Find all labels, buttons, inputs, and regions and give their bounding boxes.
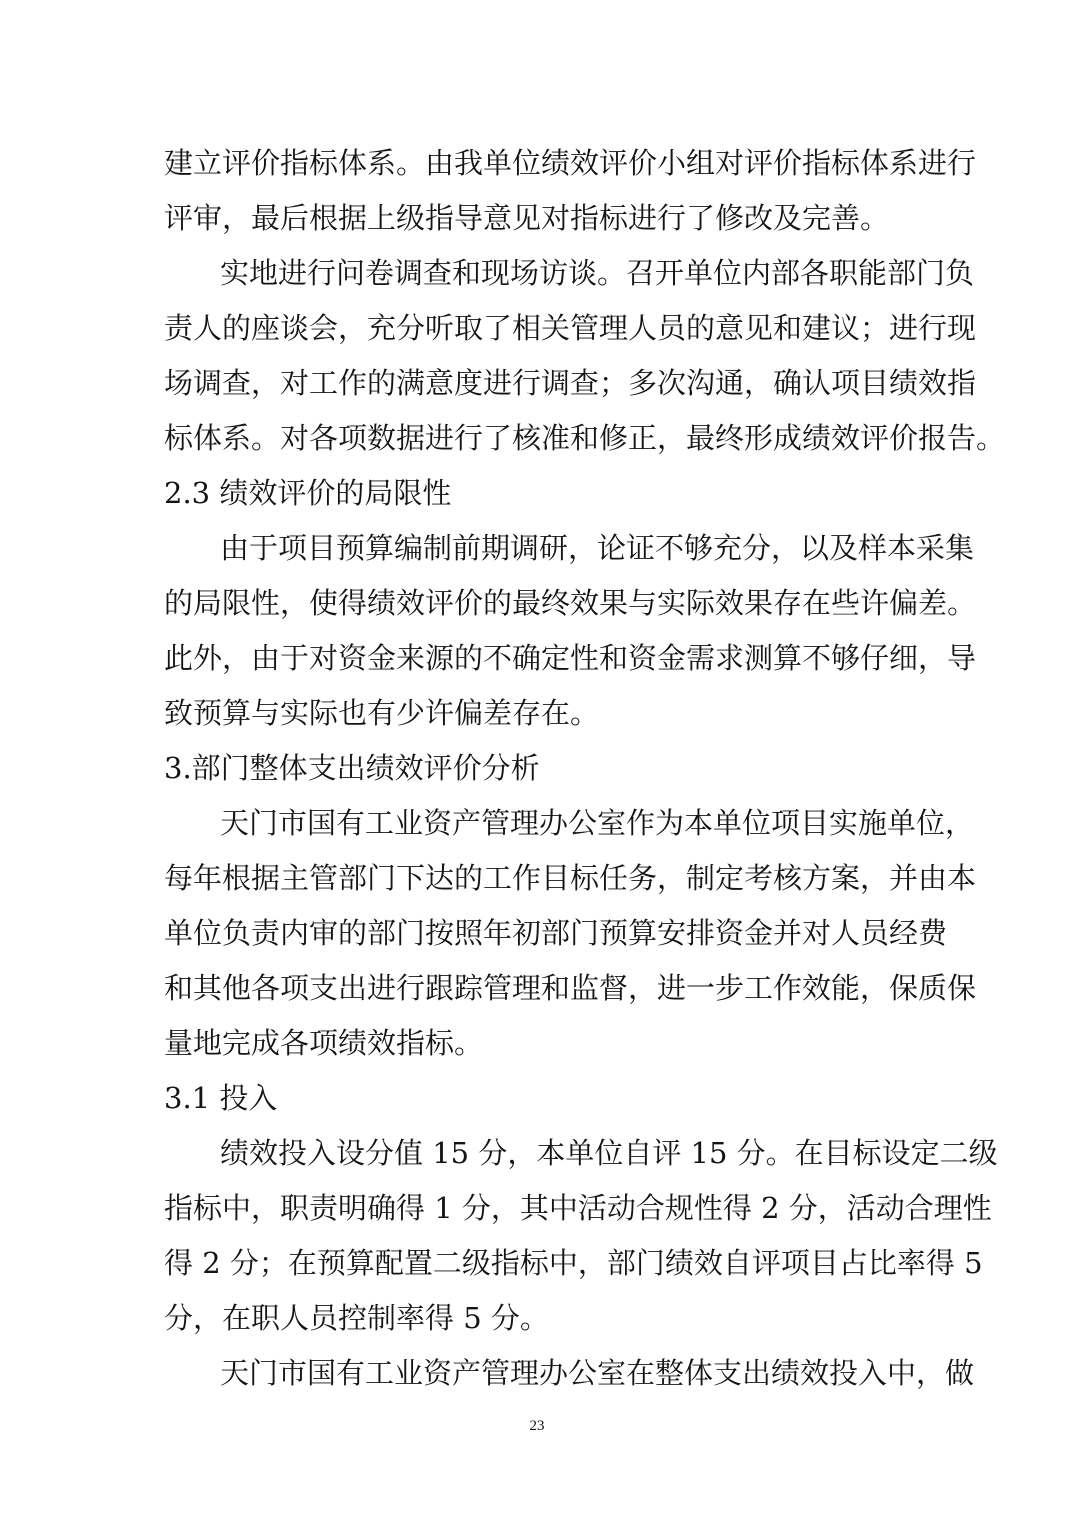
section-heading-3: 3.部门整体支出绩效评价分析 [164,751,540,785]
paragraph-1-line-2: 评审，最后根据上级指导意见对指标进行了修改及完善。 [164,201,890,235]
paragraph-4-line-3: 单位负责内审的部门按照年初部门预算安排资金并对人员经费 [164,916,948,950]
paragraph-5-line-4: 分，在职人员控制率得 5 分。 [164,1301,549,1335]
paragraph-2-line-2: 责人的座谈会，充分听取了相关管理人员的意见和建议；进行现 [164,311,977,345]
paragraph-5-line-2: 指标中，职责明确得 1 分，其中活动合规性得 2 分，活动合理性 [164,1191,992,1225]
paragraph-3-line-3: 此外，由于对资金来源的不确定性和资金需求测算不够仔细，导 [164,641,977,675]
paragraph-3-line-4: 致预算与实际也有少许偏差存在。 [164,696,600,730]
paragraph-5-line-3: 得 2 分；在预算配置二级指标中，部门绩效自评项目占比率得 5 [164,1246,983,1280]
paragraph-6-line-1: 天门市国有工业资产管理办公室在整体支出绩效投入中，做 [220,1356,975,1390]
paragraph-1-line-1: 建立评价指标体系。由我单位绩效评价小组对评价指标体系进行 [164,146,977,180]
paragraph-4-line-2: 每年根据主管部门下达的工作目标任务，制定考核方案，并由本 [164,861,977,895]
paragraph-4-line-5: 量地完成各项绩效指标。 [164,1026,484,1060]
paragraph-5-line-1: 绩效投入设分值 15 分，本单位自评 15 分。在目标设定二级 [220,1136,998,1170]
section-heading-2-3: 2.3 绩效评价的局限性 [164,476,452,510]
paragraph-4-line-1: 天门市国有工业资产管理办公室作为本单位项目实施单位， [220,806,975,840]
paragraph-2-line-3: 场调查，对工作的满意度进行调查；多次沟通，确认项目绩效指 [164,366,977,400]
paragraph-2-line-1: 实地进行问卷调查和现场访谈。召开单位内部各职能部门负 [220,256,975,290]
section-heading-3-1: 3.1 投入 [164,1081,278,1115]
paragraph-3-line-2: 的局限性，使得绩效评价的最终效果与实际效果存在些许偏差。 [164,586,977,620]
page-number: 23 [529,1418,545,1434]
paragraph-2-line-4: 标体系。对各项数据进行了核准和修正，最终形成绩效评价报告。 [164,421,1006,455]
paragraph-3-line-1: 由于项目预算编制前期调研，论证不够充分，以及样本采集 [220,531,975,565]
paragraph-4-line-4: 和其他各项支出进行跟踪管理和监督，进一步工作效能，保质保 [164,971,977,1005]
